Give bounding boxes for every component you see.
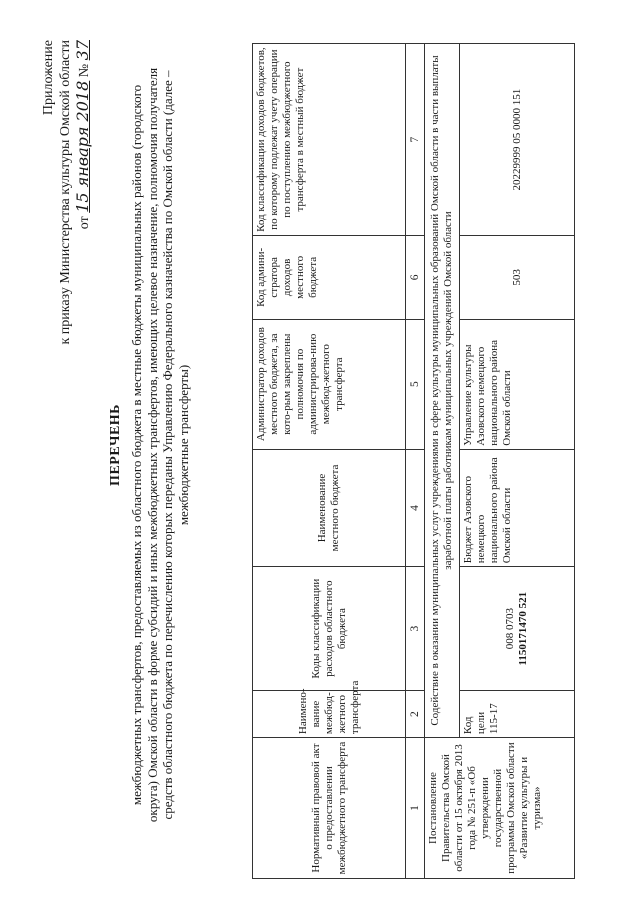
administrator-cell: Управление культуры Азовского немецкого национального района Омской области <box>460 319 575 449</box>
column-number: 1 <box>406 738 425 879</box>
date-prefix: от <box>77 216 92 230</box>
handwritten-number: 37 <box>73 40 92 61</box>
transfer-name-cell: Код цели 115-17 <box>460 691 575 738</box>
appendix-label: Приложение <box>41 40 56 116</box>
column-number-row <box>406 44 425 879</box>
table-row <box>425 44 460 879</box>
income-code-cell: 20229999 05 0000 151 <box>460 44 575 236</box>
header-cell: Нормативный правовой акт о предоставлении межбюджетного трансферта <box>253 738 406 879</box>
expense-code-line: 008 0703 <box>504 608 516 650</box>
document-heading <box>108 5 191 885</box>
column-number: 2 <box>406 691 425 738</box>
admin-code-cell: 503 <box>460 236 575 319</box>
appendix-order-line: к приказу Министерства культуры Омской области <box>58 40 73 345</box>
document-title: ПЕРЕЧЕНЬ <box>108 404 123 486</box>
header-cell: Наимено-вание межбюд-жетного трансферта <box>253 691 406 738</box>
appendix-block <box>40 40 93 480</box>
column-number: 3 <box>406 567 425 691</box>
document-subtitle: межбюджетных трансфертов, предоставляемых из областного бюджета в местные бюджеты муниципальных районов (городского округа) Омской области в форме субсидий и иных межбюджетных трансфертов, имеющих целевое назначение, полномочия получателя средств областного бюджета по перечислению которых переданы Управлению Федерального казначейства по Омской области (далее – межбюджетные трансферты) <box>129 67 191 823</box>
handwritten-date: 15 января 2018 <box>73 80 92 213</box>
header-cell: Код админи-стратора доходов местного бюджета <box>253 236 406 319</box>
header-cell: Администратор доходов местного бюджета, за кото-рым закреплены полномочия по администрирова-нию межбюд-жетного трансферта <box>253 319 406 449</box>
expense-code-line-bold: 1150171470 521 <box>517 591 529 666</box>
column-number: 6 <box>406 236 425 319</box>
header-cell: Наименование местного бюджета <box>253 449 406 566</box>
appendix-date-line <box>74 40 93 480</box>
table-header-row <box>253 44 406 879</box>
header-cell: Коды классификации расходов областного бюджета <box>253 567 406 691</box>
purpose-span-cell: Содействие в оказании муниципальных услуг учреждениями в сфере культуры муниципальных образований Омской области в части выплаты заработной платы работникам муниципальных учреждений Омской области <box>425 44 460 738</box>
transfers-table <box>252 43 575 879</box>
local-budget-cell: Бюджет Азовского немецкого национального района Омской области <box>460 449 575 566</box>
number-prefix: № <box>77 63 92 78</box>
column-number: 7 <box>406 44 425 236</box>
header-cell: Код классификации доходов бюджетов, по которому подлежат учету операции по поступлению межбюджетного трансферта в местный бюджет <box>253 44 406 236</box>
expense-codes-cell <box>460 567 575 691</box>
column-number: 5 <box>406 319 425 449</box>
column-number: 4 <box>406 449 425 566</box>
legal-act-cell: Постановление Правительства Омской области от 15 октября 2013 года № 251-п «Об утверждении государственной программы Омской области «Развитие культуры и туризма» <box>425 738 575 879</box>
